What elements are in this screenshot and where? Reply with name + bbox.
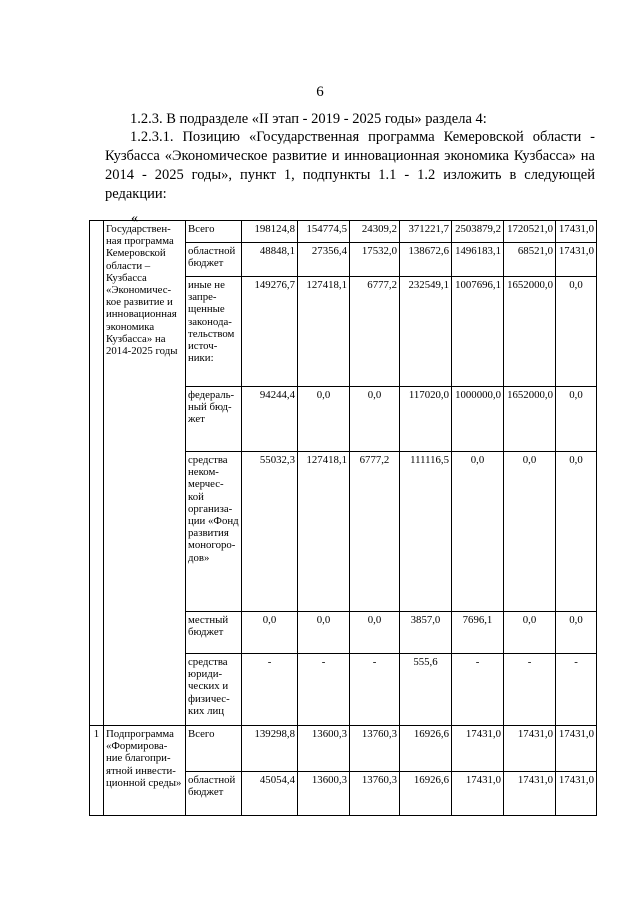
value-cell: 13600,3: [298, 726, 350, 772]
value-cell: 127418,1: [298, 452, 350, 612]
value-cell: 198124,8: [242, 221, 298, 243]
value-cell: 0,0: [556, 387, 597, 452]
value-cell: 17431,0: [556, 243, 597, 277]
source-cell: средства юриди-ческих и физичес-ких лиц: [186, 654, 242, 726]
value-cell: 0,0: [556, 612, 597, 654]
instruction-paragraph: 1.2.3.1. Позицию «Государственная программа Кемеровской области - Кузбасса «Экономическое развитие и инновационная экономика Кузбасса» на 2014 - 2025 годы», пункт 1, подпункты 1.1 - 1.2 изложить в следующей редакции:: [105, 129, 595, 202]
value-cell: 17532,0: [350, 243, 400, 277]
value-cell: 27356,4: [298, 243, 350, 277]
value-cell: 117020,0: [400, 387, 452, 452]
value-cell: 13760,3: [350, 726, 400, 772]
value-cell: 1720521,0: [504, 221, 556, 243]
value-cell: 1652000,0: [504, 277, 556, 387]
value-cell: 138672,6: [400, 243, 452, 277]
value-cell: 0,0: [350, 387, 400, 452]
source-cell: областной бюджет: [186, 772, 242, 816]
value-cell: 55032,3: [242, 452, 298, 612]
source-cell: Всего: [186, 221, 242, 243]
value-cell: 1000000,0: [452, 387, 504, 452]
value-cell: 48848,1: [242, 243, 298, 277]
subprogram-index: 1: [90, 726, 104, 816]
value-cell: 0,0: [298, 612, 350, 654]
value-cell: 149276,7: [242, 277, 298, 387]
value-cell: 17431,0: [504, 726, 556, 772]
value-cell: -: [298, 654, 350, 726]
value-cell: -: [350, 654, 400, 726]
value-cell: 16926,6: [400, 726, 452, 772]
value-cell: 371221,7: [400, 221, 452, 243]
source-cell: Всего: [186, 726, 242, 772]
program-name: Государствен-ная программа Кемеровской области – Кузбасса «Экономичес-кое развитие и инновационная экономика Кузбасса» на 2014-2025 годы: [104, 221, 186, 726]
subprogram-name: Подпрограмма «Формирова-ние благопри-ятной инвести-ционной среды»: [104, 726, 186, 816]
value-cell: 232549,1: [400, 277, 452, 387]
value-cell: 17431,0: [452, 772, 504, 816]
value-cell: 1652000,0: [504, 387, 556, 452]
opening-quote: «: [131, 211, 138, 226]
source-cell: средства неком-мерчес-кой организа-ции «Фонд развития моногоро-дов»: [186, 452, 242, 612]
page-number: 6: [316, 84, 324, 100]
value-cell: 0,0: [452, 452, 504, 612]
value-cell: 139298,8: [242, 726, 298, 772]
table-row: [90, 726, 597, 772]
value-cell: 0,0: [504, 612, 556, 654]
value-cell: 2503879,2: [452, 221, 504, 243]
value-cell: 13760,3: [350, 772, 400, 816]
value-cell: 0,0: [504, 452, 556, 612]
value-cell: 17431,0: [556, 772, 597, 816]
value-cell: 68521,0: [504, 243, 556, 277]
value-cell: 17431,0: [504, 772, 556, 816]
value-cell: -: [242, 654, 298, 726]
value-cell: -: [452, 654, 504, 726]
budget-table: [89, 220, 597, 816]
value-cell: 111116,5: [400, 452, 452, 612]
value-cell: 17431,0: [452, 726, 504, 772]
value-cell: 0,0: [556, 452, 597, 612]
value-cell: 0,0: [556, 277, 597, 387]
value-cell: 1496183,1: [452, 243, 504, 277]
value-cell: 0,0: [298, 387, 350, 452]
value-cell: -: [556, 654, 597, 726]
source-cell: местный бюджет: [186, 612, 242, 654]
value-cell: 6777,2: [350, 452, 400, 612]
value-cell: 24309,2: [350, 221, 400, 243]
value-cell: 3857,0: [400, 612, 452, 654]
program-index: [90, 221, 104, 726]
source-cell: федераль-ный бюд-жет: [186, 387, 242, 452]
value-cell: 17431,0: [556, 726, 597, 772]
value-cell: 16926,6: [400, 772, 452, 816]
value-cell: 7696,1: [452, 612, 504, 654]
value-cell: 13600,3: [298, 772, 350, 816]
value-cell: 0,0: [242, 612, 298, 654]
value-cell: 1007696,1: [452, 277, 504, 387]
value-cell: 0,0: [350, 612, 400, 654]
value-cell: 94244,4: [242, 387, 298, 452]
value-cell: -: [504, 654, 556, 726]
section-heading: 1.2.3. В подразделе «II этап - 2019 - 2025 годы» раздела 4:: [130, 111, 487, 127]
value-cell: 45054,4: [242, 772, 298, 816]
value-cell: 154774,5: [298, 221, 350, 243]
source-cell: иные не запре-щенные законода-тельством источ-ники:: [186, 277, 242, 387]
value-cell: 555,6: [400, 654, 452, 726]
value-cell: 6777,2: [350, 277, 400, 387]
source-cell: областной бюджет: [186, 243, 242, 277]
value-cell: 127418,1: [298, 277, 350, 387]
table-row: [90, 221, 597, 243]
value-cell: 17431,0: [556, 221, 597, 243]
